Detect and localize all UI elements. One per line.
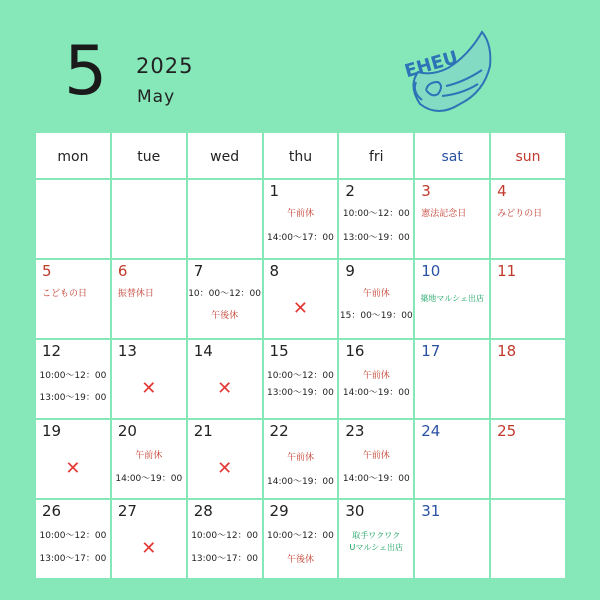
day-number: 4 [497,181,507,200]
day-number: 21 [193,421,213,440]
day-cell [187,499,263,579]
hours-note: 13:00～17：00 [39,553,107,564]
day-cell [263,499,339,579]
status-note: 午前休 [362,370,390,381]
day-number: 6 [117,261,128,280]
hours-note: 14:00～17：00 [267,232,334,243]
day-cell [338,179,414,259]
logo-text: EHEU [402,47,461,83]
day-cell [35,339,111,419]
day-cell [111,339,187,419]
day-number: 8 [269,261,280,280]
day-cell [35,499,111,579]
weekday-label: mon [57,148,89,165]
day-cell [263,419,339,499]
closed-x-icon: ✕ [65,457,81,479]
weekday-header-cell [414,132,490,179]
week-row [35,259,566,339]
weekday-label: tue [137,148,161,165]
day-cell [35,419,111,499]
holiday-name: こどもの日 [42,288,88,299]
weekday-label: fri [369,148,384,165]
weekday-header-cell [338,132,414,179]
day-cell [263,259,339,339]
day-cell [187,259,263,339]
day-number: 29 [269,501,289,520]
status-note: 午前休 [286,452,314,463]
hours-note: 13:00～17：00 [191,553,259,564]
day-number: 30 [345,501,365,520]
day-cell [490,259,566,339]
status-note: 午後休 [286,554,314,565]
hours-note: 14:00～19：00 [342,387,410,398]
weekday-label: sat [441,148,463,165]
day-number: 3 [421,181,431,200]
status-note: 午後休 [211,310,239,321]
day-number: 1 [269,181,280,200]
closed-x-icon: ✕ [217,377,233,399]
eheu-logo [398,26,494,116]
holiday-name: 憲法記念日 [421,208,467,219]
year-label: 2025 [136,54,194,78]
day-number: 20 [117,421,137,440]
event-note: 築地マルシェ出店 [420,293,484,303]
day-cell [338,339,414,419]
day-number: 7 [193,261,204,280]
day-cell [490,339,566,419]
event-note: 取手ワクワク [352,530,401,540]
weekday-header-cell [187,132,263,179]
day-number: 23 [345,421,365,440]
hours-note: 13:00～19：00 [267,387,334,398]
hours-note: 10:00～12：00 [267,530,334,541]
week-row [35,339,566,419]
day-cell [111,419,187,499]
day-cell [490,179,566,259]
day-cell [414,259,490,339]
weekday-header-row [35,132,566,179]
day-cell [338,259,414,339]
event-note: Uマルシェ出店 [349,542,404,552]
day-number: 26 [42,501,62,520]
closed-x-icon: ✕ [141,377,157,399]
day-number: 19 [42,421,62,440]
weekday-header-cell [263,132,339,179]
day-number: 28 [193,501,213,520]
empty-day-cell [490,499,566,579]
day-cell [187,419,263,499]
status-note: 午前休 [286,208,314,219]
day-cell [35,259,111,339]
calendar-grid [34,131,567,580]
day-number: 24 [421,421,441,440]
day-cell [414,339,490,419]
weekday-header-cell [35,132,111,179]
day-cell [111,499,187,579]
holiday-name: 振替休日 [117,288,154,299]
day-number: 10 [421,261,441,280]
empty-day-cell [187,179,263,259]
day-number: 27 [117,501,137,520]
weekday-header-cell [111,132,187,179]
hours-note: 14:00～19：00 [342,473,410,484]
hours-note: 14:00～19：00 [267,476,334,487]
empty-day-cell [35,179,111,259]
day-number: 12 [42,341,62,360]
winged-logo-icon [398,26,494,116]
hours-note: 10:00～12：00 [267,370,334,381]
day-number: 5 [42,261,52,280]
week-row [35,179,566,259]
month-number: 5 [64,32,108,111]
closed-x-icon: ✕ [141,537,157,559]
hours-note: 10：00～12：00 [188,288,262,299]
day-number: 11 [497,261,517,280]
month-name-label: May [137,87,176,107]
hours-note: 10:00～12：00 [39,370,107,381]
closed-x-icon: ✕ [217,457,233,479]
day-cell [414,179,490,259]
day-cell [187,339,263,419]
weekday-header-cell [490,132,566,179]
day-number: 15 [269,341,289,360]
day-number: 25 [497,421,517,440]
day-cell [263,179,339,259]
hours-note: 13:00～19：00 [39,392,107,403]
hours-note: 15：00～19：00 [339,310,413,321]
day-number: 2 [345,181,355,200]
weekday-label: sun [515,148,541,165]
day-number: 17 [421,341,441,360]
day-number: 22 [269,421,289,440]
day-cell [338,499,414,579]
day-cell [263,339,339,419]
status-note: 午前休 [362,450,390,461]
day-cell [414,419,490,499]
day-number: 31 [421,501,441,520]
week-row [35,419,566,499]
hours-note: 14:00～19：00 [115,473,183,484]
status-note: 午前休 [362,288,390,299]
day-number: 18 [497,341,517,360]
day-number: 9 [345,261,355,280]
day-cell [111,259,187,339]
hours-note: 10:00～12：00 [39,530,107,541]
week-row [35,499,566,579]
holiday-name: みどりの日 [497,208,543,219]
closed-x-icon: ✕ [292,297,308,319]
hours-note: 10:00～12：00 [191,530,259,541]
day-number: 16 [345,341,365,360]
day-cell [490,419,566,499]
day-cell [414,499,490,579]
day-cell [338,419,414,499]
day-number: 13 [117,341,137,360]
day-number: 14 [193,341,213,360]
status-note: 午前休 [135,450,163,461]
weekday-label: wed [210,148,240,165]
empty-day-cell [111,179,187,259]
hours-note: 10:00～12：00 [342,208,410,219]
weekday-label: thu [288,148,313,165]
hours-note: 13:00～19：00 [342,232,410,243]
